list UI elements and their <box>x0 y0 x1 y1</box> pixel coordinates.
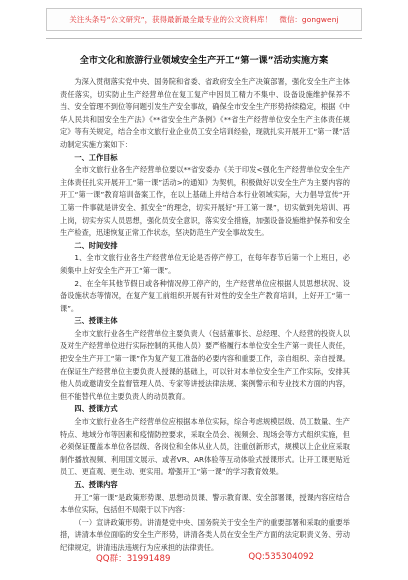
body-paragraph: 全市文旅行业各生产经营单位要以**省安委办《关于印发<强化生产经营单位安全生产主体责任扎实开展开工“第一课”活动>的通知》为契机，积极做好以安全生产为主要内容的开工“第一课”教育培训备案工作，在以上基础上并结合本行业领域实际，大力倡导宣传“开工第一件事就是讲安全、抓安全”的理念，切实开展好“开工第一课”，切实做到先培训、再上岗，切实夯实人员思想，强化员安全意识，落实安全措施，加强设备设施维护保养和安全生产检查，迅速恢复正常工作状态，坚决防范生产安全事故发生。 <box>60 165 350 238</box>
qq-group-label: QQ群：31991489 <box>96 554 171 564</box>
body-paragraph: 为深入贯彻落实党中央、国务院和省委、省政府安全生产决策部署，强化安全生产主体责任落实，切实防止生产经营单位在复工复产中因员工精力不集中、设备设施维护保养不当、安全管理不到位等问题引发生产安全事故，确保全市安全生产形势持续稳定，根据《中华人民共和国安全生产法》《**省安全生产条例》《**省生产经营单位安全生产主体责任规定》等有关规定，结合全市文旅行业企业员工安全培训经验，现就扎实开展开工“第一课”活动制定实施方案如下： <box>60 77 350 149</box>
body-paragraph: 1、全市文旅行业各生产经营单位无论是否停产停工，在每年春节后第一个上班日，必须集中上好安全生产开工“第一课”。 <box>60 253 350 275</box>
document-title: 全市文化和旅游行业领域安全生产开工“第一课”活动实施方案 <box>79 56 329 66</box>
body-paragraph: （一）宣讲政策形势。讲清楚党中央、国务院关于安全生产的重要部署和采取的重要举措，讲清本单位面临的安全生产形势，讲清各类人员在安全生产方面的法定职责义务、劳动纪律规定，讲清违法违规行为应承担的法律责任。 <box>60 517 350 552</box>
document-body <box>60 76 350 555</box>
section-heading: 二、时间安排 <box>74 240 118 250</box>
header-divider <box>46 38 362 39</box>
body-paragraph: 2、在全年其他节假日或各种情况停工停产的，生产经营单位应根据人员思想状况、设备设施状态等情况，在复产复工前组织开展有针对性的安全生产教育培训，上好开工“第一课”。 <box>60 278 350 313</box>
body-paragraph: 全市文旅行业各生产经营单位应根据本单位实际，综合考虑规模层级、员工数量、生产特点、地域分布等因素和疫情防控要求，采取全员会、视频会、现场会等方式组织实施，但必须保证覆盖本单位各层级、各岗位和全体从业人员，注重创新形式，规模以上企业应采取制作播放视频、利用国文展示、或者VR、AR体验等互动体验式授课形式。让开工课更贴近员工、更直观、更生动、更实用。增强开工“第一课”的学习教育效果。 <box>60 417 350 477</box>
body-paragraph: 开工“第一课”是政策形势课、思想动员课、警示教育课、安全部署课，授课内容应结合本单位实际，包括但不局限于以下内容： <box>60 492 350 515</box>
section-heading: 一、工作目标 <box>74 152 118 162</box>
body-paragraph: 全市文旅行业各生产经营单位主要负责人（包括董事长、总经理、个人经营的投资人以及对生产经营单位进行实际控制的其他人员）要严格履行本单位安全生产第一责任人责任，把安全生产开工“第一课”作为复产复工准备的必要内容和重要工作，亲自组织、亲自授课。在保证生产经营单位主要负责人授课的基础上，可以针对本单位安全生产工作实际，安排其他人员或邀请安全监督管理人员、专家等讲授法律法规、案例警示和专业技术方面的内容，但不能替代单位主要负责人的动员教育。 <box>60 328 350 401</box>
footer <box>60 552 350 564</box>
section-heading: 五、授课内容 <box>74 480 118 489</box>
qq-number-label: QQ:535304092 <box>248 552 314 562</box>
section-heading: 四、授课方式 <box>74 404 118 414</box>
section-heading: 三、授课主体 <box>74 316 118 326</box>
promo-banner <box>46 8 362 31</box>
banner-text: 关注头条号“公文研究”，获得最新最全最专业的公文资料库！ 微信：gongwenj <box>69 15 339 24</box>
